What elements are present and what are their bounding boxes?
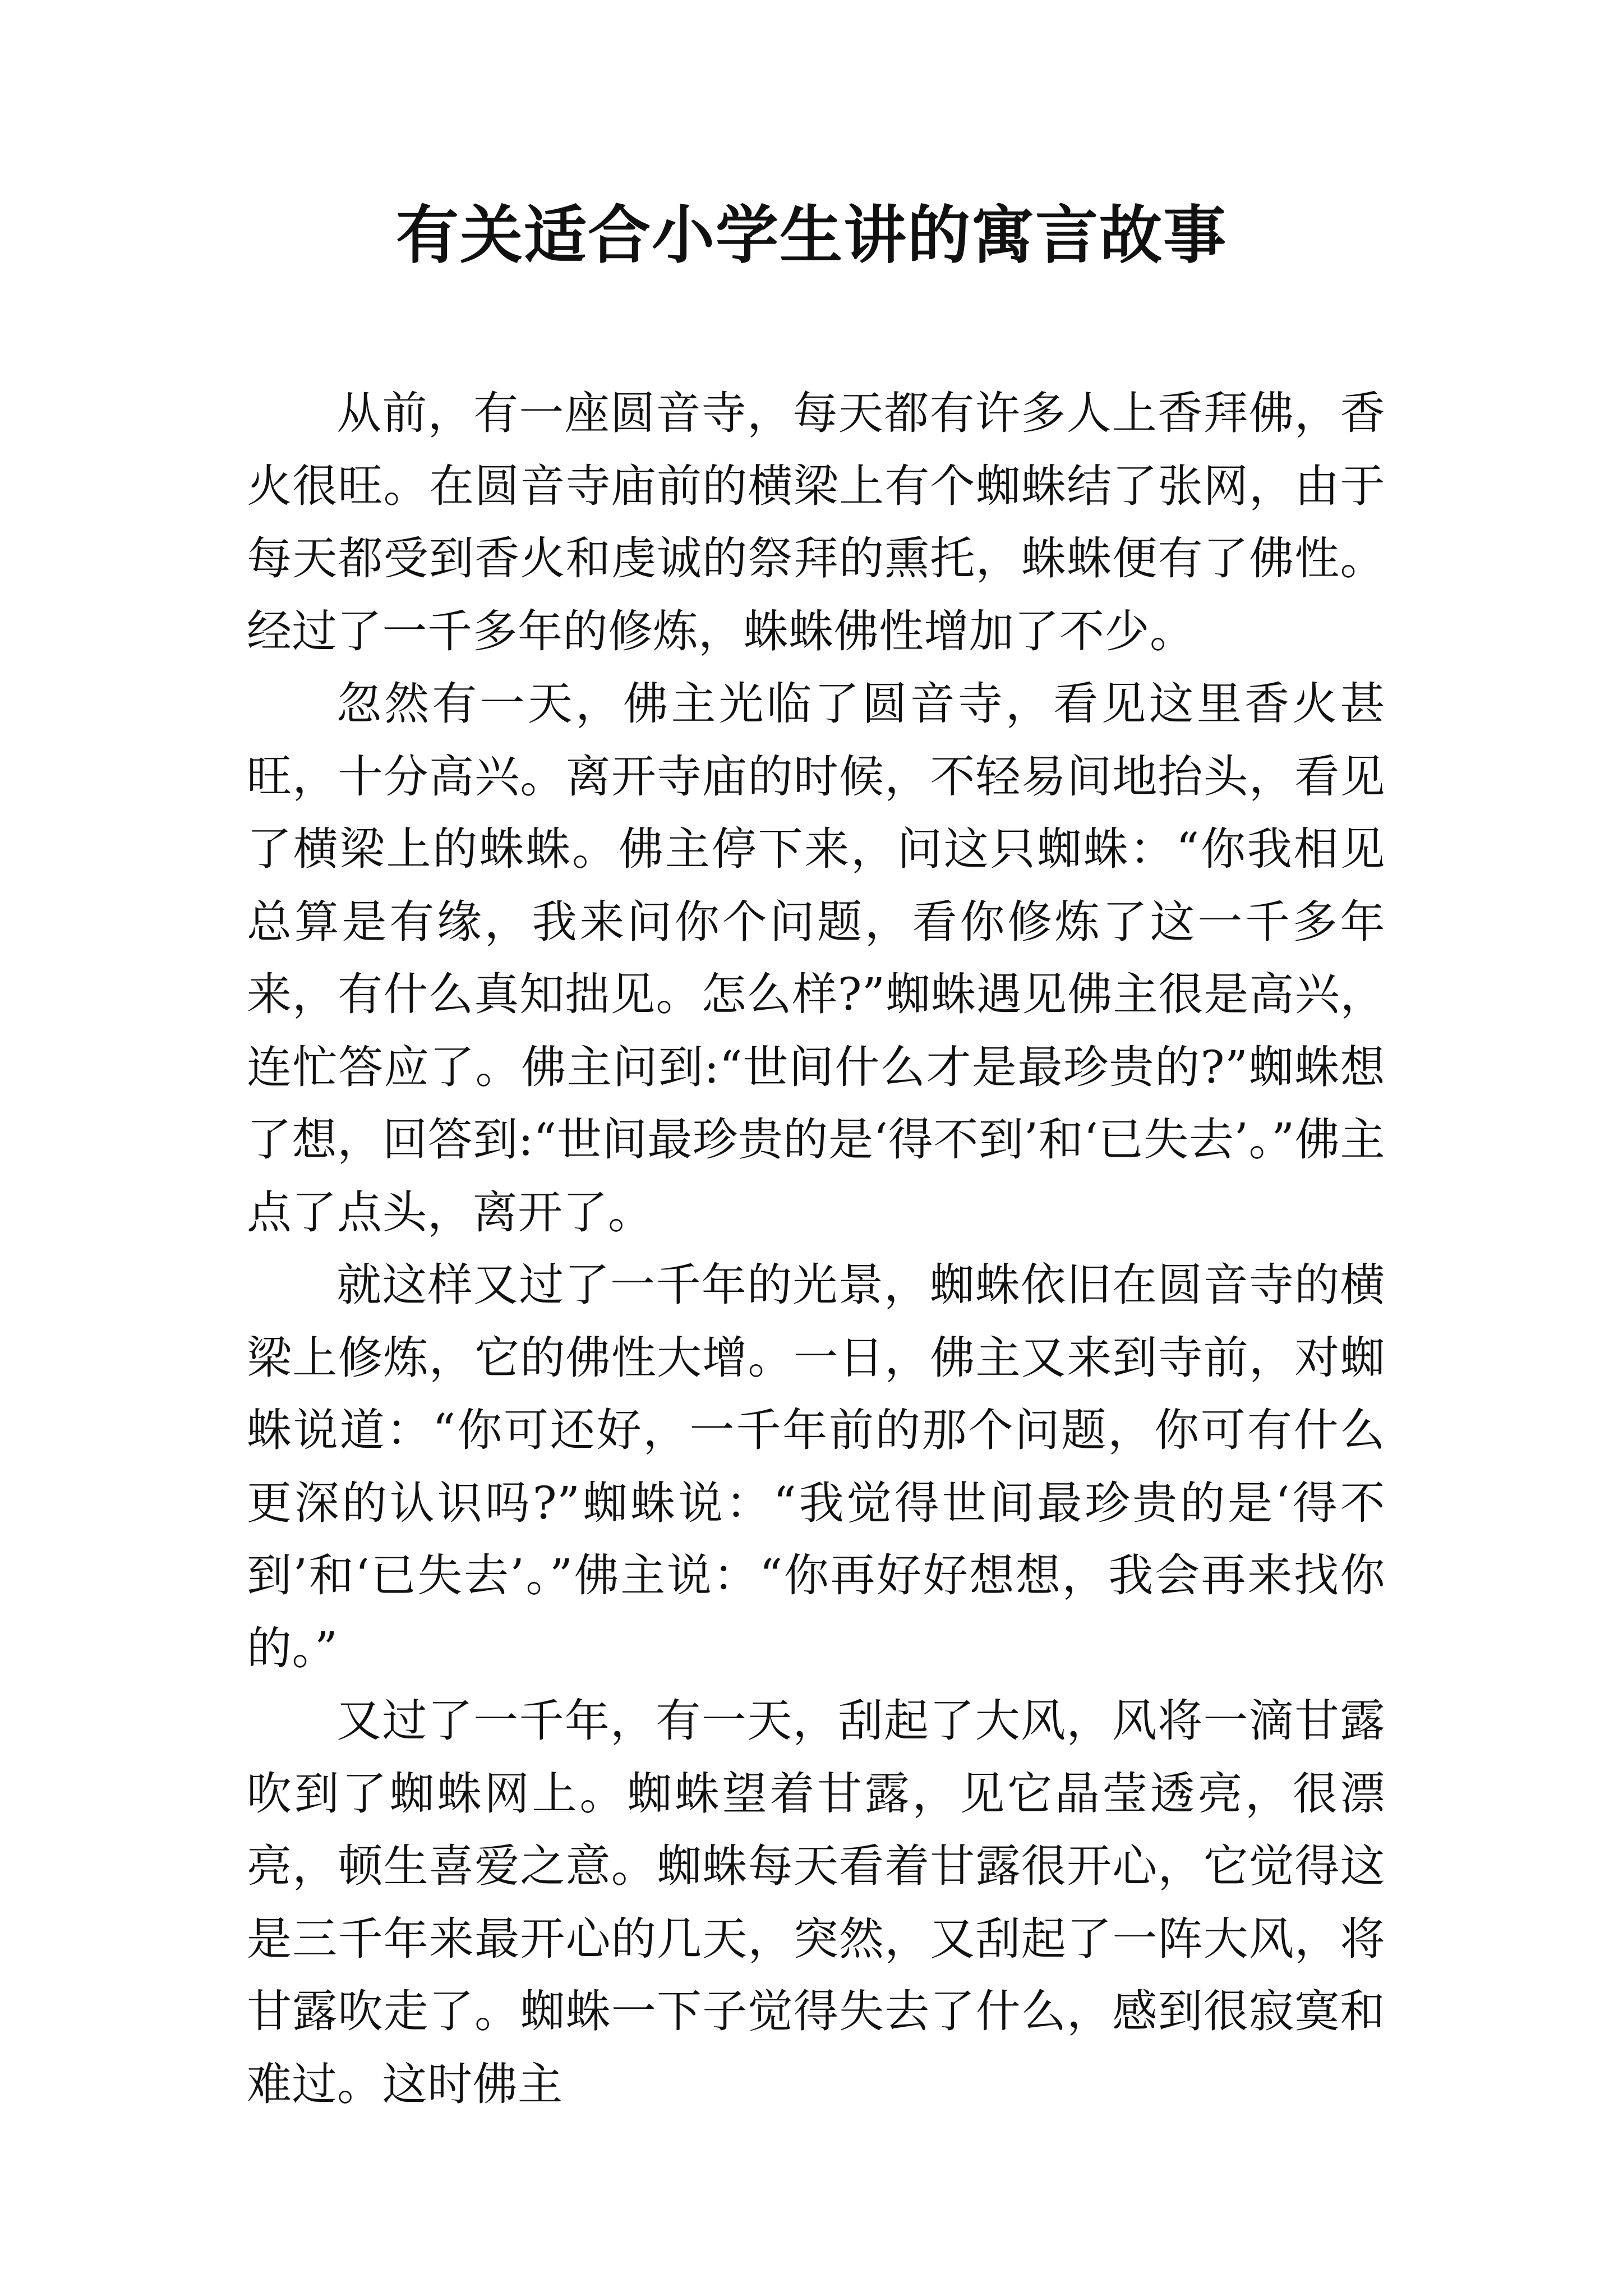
- paragraph-1: 从前，有一座圆音寺，每天都有许多人上香拜佛，香火很旺。在圆音寺庙前的横梁上有个蜘蛛结了张网，由于每天都受到香火和虔诚的祭拜的熏托，蛛蛛便有了佛性。经过了一千多年的修炼，蛛蛛佛性增加了不少。: [247, 387, 1385, 657]
- document-body: [247, 377, 1385, 2120]
- paragraph-3: 就这样又过了一千年的光景，蜘蛛依旧在圆音寺的横梁上修炼，它的佛性大增。一日，佛主又来到寺前，对蜘蛛说道：“你可还好，一千年前的那个问题，你可有什么更深的认识吗?”蜘蛛说：“我觉得世间最珍贵的是‘得不到’和‘已失去’。”佛主说：“你再好好想想，我会再来找你的。”: [247, 1259, 1385, 1674]
- paragraph-2: 忽然有一天，佛主光临了圆音寺，看见这里香火甚旺，十分高兴。离开寺庙的时候，不轻易间地抬头，看见了横梁上的蛛蛛。佛主停下来，问这只蜘蛛：“你我相见总算是有缘，我来问你个问题，看你修炼了这一千多年来，有什么真知拙见。怎么样?”蜘蛛遇见佛主很是高兴，连忙答应了。佛主问到:“世间什么才是最珍贵的?”蜘蛛想了想，回答到:“世间最珍贵的是‘得不到’和‘已失去’。”佛主点了点头，离开了。: [247, 678, 1385, 1239]
- paragraph-4: 又过了一千年，有一天，刮起了大风，风将一滴甘露吹到了蜘蛛网上。蜘蛛望着甘露，见它晶莹透亮，很漂亮，顿生喜爱之意。蜘蛛每天看着甘露很开心，它觉得这是三千年来最开心的几天，突然，又刮起了一阵大风，将甘露吹走了。蜘蛛一下子觉得失去了什么，感到很寂寞和难过。这时佛主: [247, 1695, 1385, 2110]
- page-title: 有关适合小学生讲的寓言故事: [396, 199, 1227, 272]
